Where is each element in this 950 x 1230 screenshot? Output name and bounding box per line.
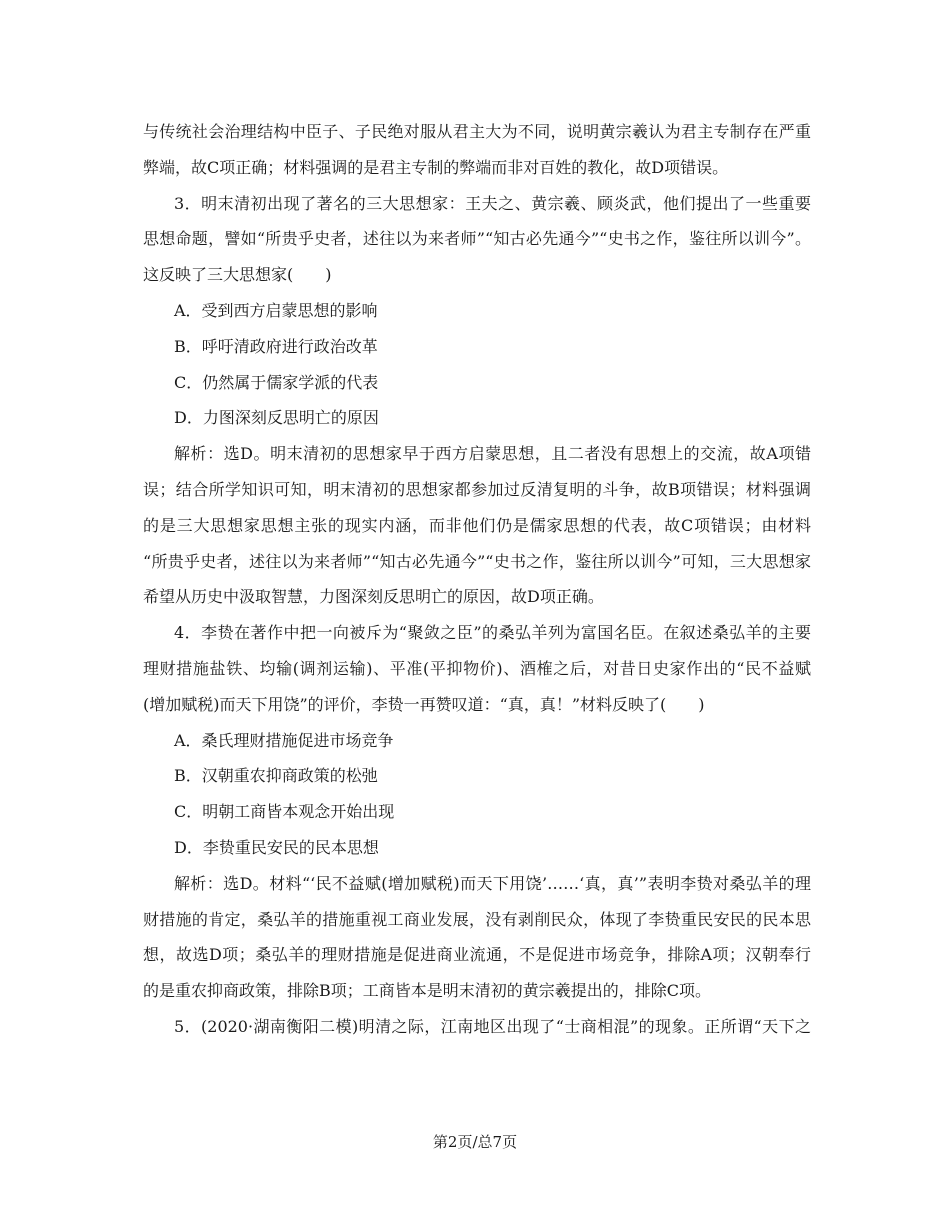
question-4-stem: 4．李贽在著作中把一向被斥为“聚敛之臣”的桑弘羊列为富国名臣。在叙述桑弘羊的主要	[174, 623, 811, 643]
question-5-stem: 5．(2020·湖南衡阳二模)明清之际，江南地区出现了“士商相混”的现象。正所谓“天下之	[174, 1016, 811, 1036]
text-line: 与传统社会治理结构中臣子、子民绝对服从君主大为不同，说明黄宗羲认为君主专制存在严重	[143, 122, 811, 141]
text-line: 希望从历史中汲取智慧，力图深刻反思明亡的原因，故D项正确。	[143, 587, 604, 607]
question-3-stem: 3．明末清初出现了著名的三大思想家：王夫之、黄宗羲、顾炎武，他们提出了一些重要	[174, 193, 811, 213]
option-a: A．受到西方启蒙思想的影响	[174, 300, 378, 320]
text-line: 的是三大思想家思想主张的现实内涵，而非他们仍是儒家思想的代表，故C项错误；由材料	[143, 515, 811, 535]
option-c: C．明朝工商皆本观念开始出现	[174, 802, 395, 822]
answer-explanation: 解析：选D。材料“‘民不益赋(增加赋税)而天下用饶’……‘真，真’”表明李贽对桑弘羊的理	[174, 873, 811, 893]
text-line: (增加赋税)而天下用饶”的评价，李贽一再赞叹道：“真，真！”材料反映了( )	[143, 694, 705, 714]
option-a: A．桑氏理财措施促进市场竞争	[174, 730, 394, 750]
text-line: 财措施的肯定，桑弘羊的措施重视工商业发展，没有剥削民众，体现了李贽重民安民的民本思	[143, 909, 811, 929]
option-b: B．呼吁清政府进行政治改革	[174, 336, 378, 356]
page-footer: 第2页/总7页	[432, 1133, 518, 1151]
page-body	[143, 114, 811, 1045]
text-line: 误；结合所学知识可知，明末清初的思想家都参加过反清复明的斗争，故B项错误；材料强调	[143, 479, 811, 499]
option-d: D．李贽重民安民的民本思想	[174, 837, 379, 857]
text-line: 的是重农抑商政策，排除B项；工商皆本是明末清初的黄宗羲提出的，排除C项。	[143, 981, 712, 1001]
option-d: D．力图深刻反思明亡的原因	[174, 408, 379, 428]
text-line: 这反映了三大思想家( )	[143, 265, 332, 285]
option-c: C．仍然属于儒家学派的代表	[174, 372, 379, 392]
text-line: 理财措施盐铁、均输(调剂运输)、平准(平抑物价)、酒榷之后，对昔日史家作出的“民不益赋	[143, 658, 811, 678]
answer-explanation: 解析：选D。明末清初的思想家早于西方启蒙思想，且二者没有思想上的交流，故A项错	[174, 444, 811, 464]
text-line: 想，故选D项；桑弘羊的理财措施是促进商业流通，不是促进市场竞争，排除A项；汉朝奉行	[143, 945, 811, 965]
text-line: 弊端，故C项正确；材料强调的是君主专制的弊端而非对百姓的教化，故D项错误。	[143, 157, 729, 177]
text-line: 思想命题，譬如“所贵乎史者，述往以为来者师”“知古必先通今”“史书之作，鉴往所以训今”。	[143, 229, 811, 249]
text-line: “所贵乎史者，述往以为来者师”“知古必先通今”“史书之作，鉴往所以训今”可知，三大思想家	[143, 551, 811, 571]
option-b: B．汉朝重农抑商政策的松弛	[174, 766, 378, 786]
